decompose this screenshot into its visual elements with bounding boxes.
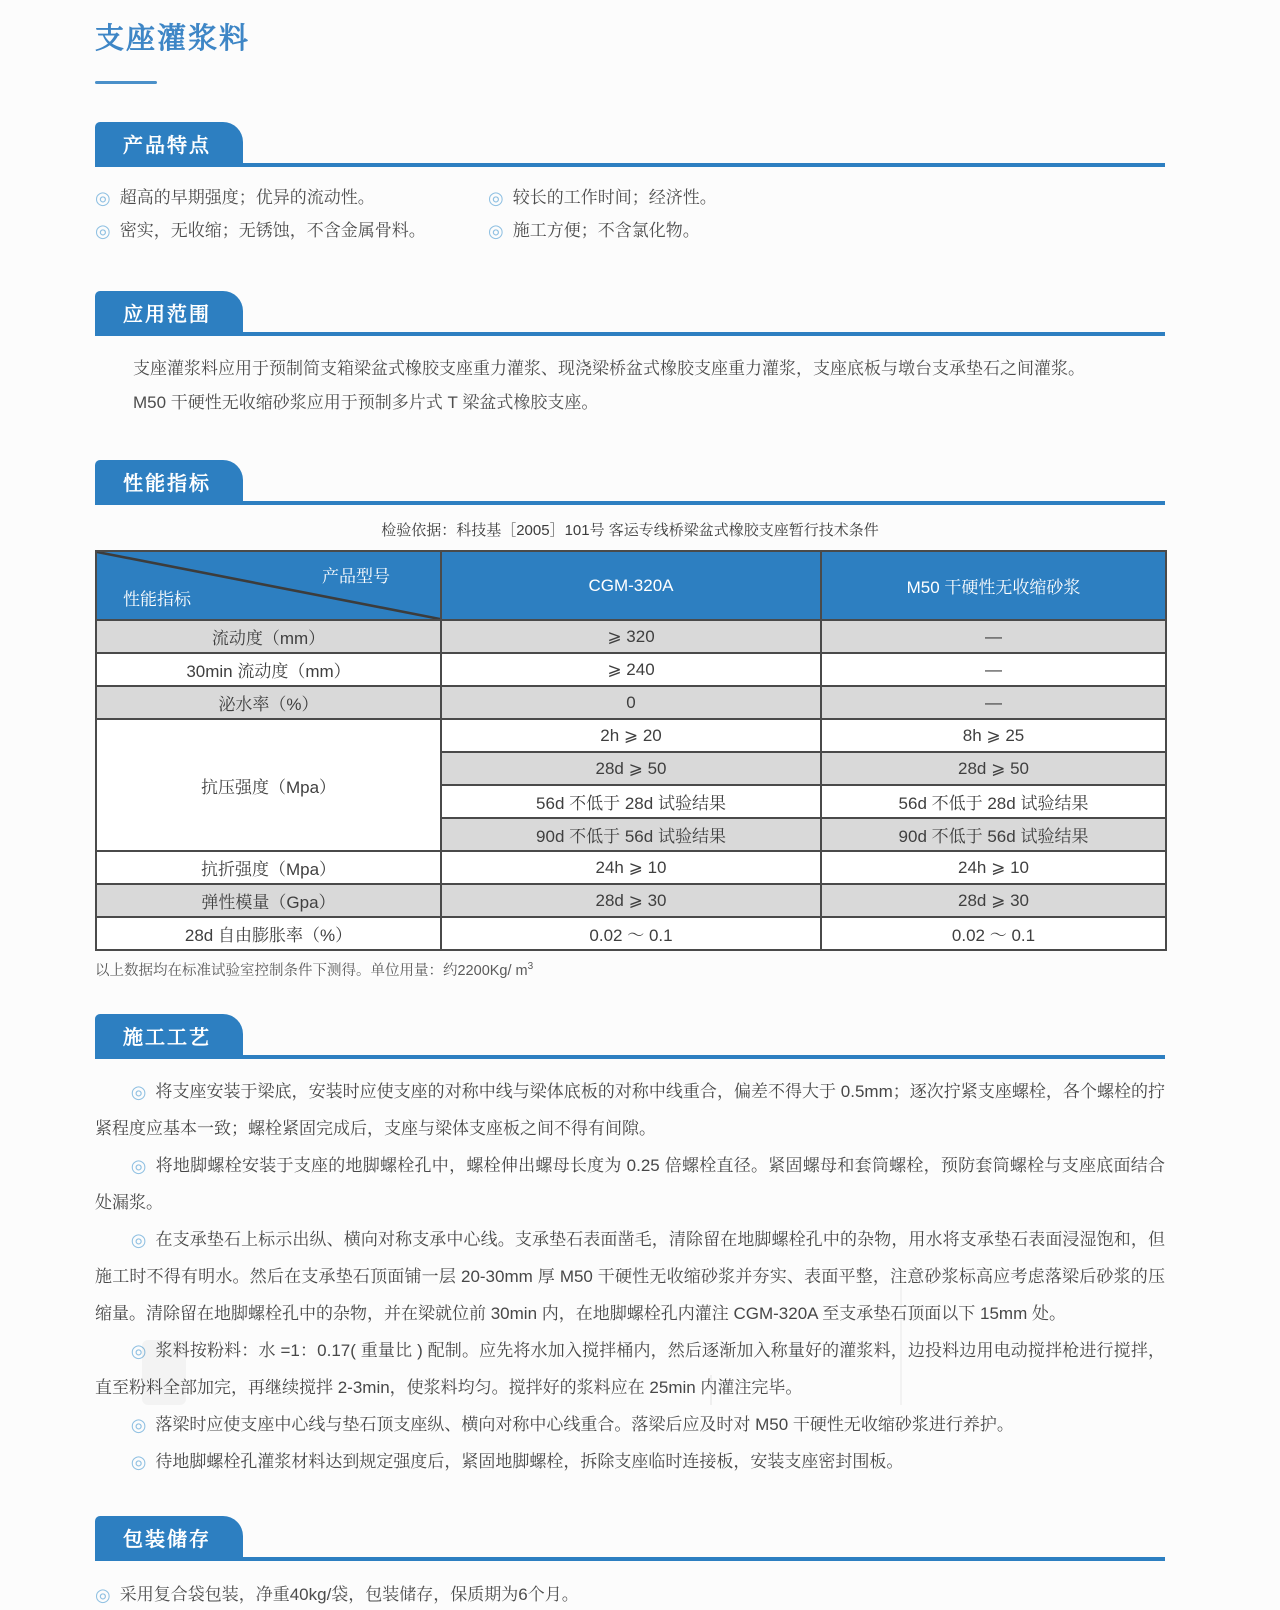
cell-value: 0.02 ～ 0.1 (441, 917, 821, 950)
application-line: M50 干硬性无收缩砂浆应用于预制多片式 T 梁盆式橡胶支座。 (133, 393, 599, 412)
section-tab-application: 应用范围 (95, 291, 243, 333)
ring-bullet-icon: ◎ (95, 1585, 111, 1605)
cell-value: 28d ⩾ 30 (821, 884, 1166, 917)
construction-steps (95, 1073, 1165, 1480)
cell-value: 56d 不低于 28d 试验结果 (821, 785, 1166, 818)
ring-bullet-icon: ◎ (130, 1415, 147, 1435)
section-head-application (95, 291, 1165, 336)
feature-item (488, 181, 1165, 214)
feature-text: 较长的工作时间；经济性。 (512, 188, 717, 207)
cell-value: — (821, 653, 1166, 686)
step-text: 将支座安装于梁底，安装时应使支座的对称中线与梁体底板的对称中线重合，偏差不得大于 0.5mm；逐次拧紧支座螺栓，各个螺栓的拧紧程度应基本一致；螺栓紧固完成后，支座与梁体支座板之间不得有间隙。 (95, 1082, 1165, 1138)
cell-value: 28d ⩾ 50 (441, 752, 821, 785)
table-row (96, 653, 1166, 686)
footnote-text: 以上数据均在标准试验室控制条件下测得。单位用量：约2200Kg/ m (95, 963, 528, 979)
row-label: 抗折强度（Mpa） (96, 851, 441, 884)
construction-step (95, 1332, 1165, 1406)
ring-bullet-icon: ◎ (130, 1082, 147, 1102)
application-line: 支座灌浆料应用于预制简支箱梁盆式橡胶支座重力灌浆、现浇梁桥盆式橡胶支座重力灌浆，支座底板与墩台支承垫石之间灌浆。 (133, 359, 1085, 378)
section-tab-construction: 施工工艺 (95, 1014, 243, 1056)
ring-bullet-icon: ◎ (130, 1230, 147, 1250)
feature-item (95, 181, 488, 214)
background-artifact (900, 1280, 902, 1405)
row-label: 泌水率（%） (96, 686, 441, 719)
background-artifact (142, 1340, 186, 1405)
section-construction (95, 1014, 1165, 1480)
corner-label-performance-index: 性能指标 (123, 590, 191, 609)
step-text: 待地脚螺栓孔灌浆材料达到规定强度后，紧固地脚螺栓，拆除支座临时连接板，安装支座密封围板。 (155, 1452, 904, 1471)
cell-value: 0 (441, 686, 821, 719)
section-application (95, 291, 1165, 420)
section-rule (95, 163, 1165, 167)
section-head-features (95, 122, 1165, 167)
section-rule (95, 1055, 1165, 1059)
section-features (95, 122, 1165, 247)
construction-step (95, 1406, 1165, 1443)
feature-text: 超高的早期强度；优异的流动性。 (119, 188, 375, 207)
section-head-performance (95, 460, 1165, 505)
row-label: 流动度（mm） (96, 620, 441, 653)
section-packaging (95, 1516, 1165, 1610)
packaging-item (95, 1579, 1165, 1610)
feature-col-left (95, 181, 488, 247)
section-head-packaging (95, 1516, 1165, 1561)
row-label-compressive: 抗压强度（Mpa） (96, 719, 441, 851)
column-header-cgm320a: CGM-320A (441, 551, 821, 620)
application-text (95, 352, 1165, 420)
section-rule (95, 332, 1165, 336)
cell-value: — (821, 686, 1166, 719)
cell-value: 0.02 ～ 0.1 (821, 917, 1166, 950)
table-row (96, 884, 1166, 917)
packaging-text: 采用复合袋包装，净重40kg/袋，包装储存，保质期为6个月。 (119, 1585, 579, 1604)
feature-item (95, 214, 488, 247)
column-header-m50: M50 干硬性无收缩砂浆 (821, 551, 1166, 620)
cell-value: 2h ⩾ 20 (441, 719, 821, 752)
step-text: 在支承垫石上标示出纵、横向对称支承中心线。支承垫石表面凿毛，清除留在地脚螺栓孔中的杂物，用水将支承垫石表面浸湿饱和，但施工时不得有明水。然后在支承垫石顶面铺一层 20-30mm 厚 M50 干硬性无收缩砂浆并夯实、表面平整，注意砂浆标高应考虑落梁后砂浆的压缩量。清除留在地脚螺栓孔中的杂物，并在梁就位前 30min 内，在地脚螺栓孔内灌注 CGM-320A 至支承垫石顶面以下 15mm 处。 (95, 1230, 1165, 1323)
table-row (96, 686, 1166, 719)
feature-text: 施工方便；不含氯化物。 (512, 221, 700, 240)
title-underline (95, 81, 157, 84)
cell-value: 24h ⩾ 10 (441, 851, 821, 884)
ring-bullet-icon: ◎ (130, 1452, 147, 1472)
cell-value: — (821, 620, 1166, 653)
background-artifact (710, 1375, 712, 1405)
ring-bullet-icon: ◎ (488, 221, 504, 241)
cell-value: 56d 不低于 28d 试验结果 (441, 785, 821, 818)
cell-value: 8h ⩾ 25 (821, 719, 1166, 752)
performance-table (95, 550, 1167, 951)
ring-bullet-icon: ◎ (95, 188, 111, 208)
section-tab-performance: 性能指标 (95, 460, 243, 502)
row-label: 28d 自由膨胀率（%） (96, 917, 441, 950)
step-text: 将地脚螺栓安装于支座的地脚螺栓孔中，螺栓伸出螺母长度为 0.25 倍螺栓直径。紧固螺母和套筒螺栓，预防套筒螺栓与支座底面结合处漏浆。 (95, 1156, 1165, 1212)
construction-step (95, 1147, 1165, 1221)
feature-list (95, 181, 1165, 247)
table-row (96, 851, 1166, 884)
cell-value: 90d 不低于 56d 试验结果 (821, 818, 1166, 851)
page (95, 0, 1165, 1610)
ring-bullet-icon: ◎ (488, 188, 504, 208)
construction-step (95, 1443, 1165, 1480)
feature-item (488, 214, 1165, 247)
row-label: 弹性模量（Gpa） (96, 884, 441, 917)
feature-text: 密实，无收缩；无锈蚀，不含金属骨料。 (119, 221, 426, 240)
ring-bullet-icon: ◎ (130, 1341, 147, 1361)
table-row (96, 620, 1166, 653)
ring-bullet-icon: ◎ (130, 1156, 147, 1176)
cell-value: 28d ⩾ 30 (441, 884, 821, 917)
section-tab-features: 产品特点 (95, 122, 243, 164)
section-performance (95, 460, 1165, 980)
cell-value: ⩾ 320 (441, 620, 821, 653)
cell-value: 28d ⩾ 50 (821, 752, 1166, 785)
corner-label-product-model: 产品型号 (322, 567, 390, 586)
construction-step (95, 1221, 1165, 1332)
step-text: 浆料按粉料：水 =1：0.17( 重量比 ) 配制。应先将水加入搅拌桶内，然后逐渐加入称量好的灌浆料，边投料边用电动搅拌枪进行搅拌，直至粉料全部加完，再继续搅拌 2-3min，使浆料均匀。搅拌好的浆料应在 25min 内灌注完毕。 (95, 1341, 1165, 1397)
step-text: 落梁时应使支座中心线与垫石顶支座纵、横向对称中心线重合。落梁后应及时对 M50 干硬性无收缩砂浆进行养护。 (155, 1415, 1014, 1434)
section-tab-packaging: 包装储存 (95, 1516, 243, 1558)
ring-bullet-icon: ◎ (95, 221, 111, 241)
section-head-construction (95, 1014, 1165, 1059)
cell-value: ⩾ 240 (441, 653, 821, 686)
section-rule (95, 1557, 1165, 1561)
table-footnote (95, 959, 1165, 980)
table-row (96, 719, 1166, 752)
cell-value: 24h ⩾ 10 (821, 851, 1166, 884)
section-rule (95, 501, 1165, 505)
table-row (96, 917, 1166, 950)
feature-col-right (488, 181, 1165, 247)
footnote-superscript: 3 (527, 961, 534, 973)
test-basis: 检验依据：科技基［2005］101号 客运专线桥梁盆式橡胶支座暂行技术条件 (381, 522, 879, 539)
cell-value: 90d 不低于 56d 试验结果 (441, 818, 821, 851)
row-label: 30min 流动度（mm） (96, 653, 441, 686)
table-corner-cell (96, 551, 441, 620)
page-title: 支座灌浆料 (95, 23, 251, 55)
construction-step (95, 1073, 1165, 1147)
table-header-row (96, 551, 1166, 620)
